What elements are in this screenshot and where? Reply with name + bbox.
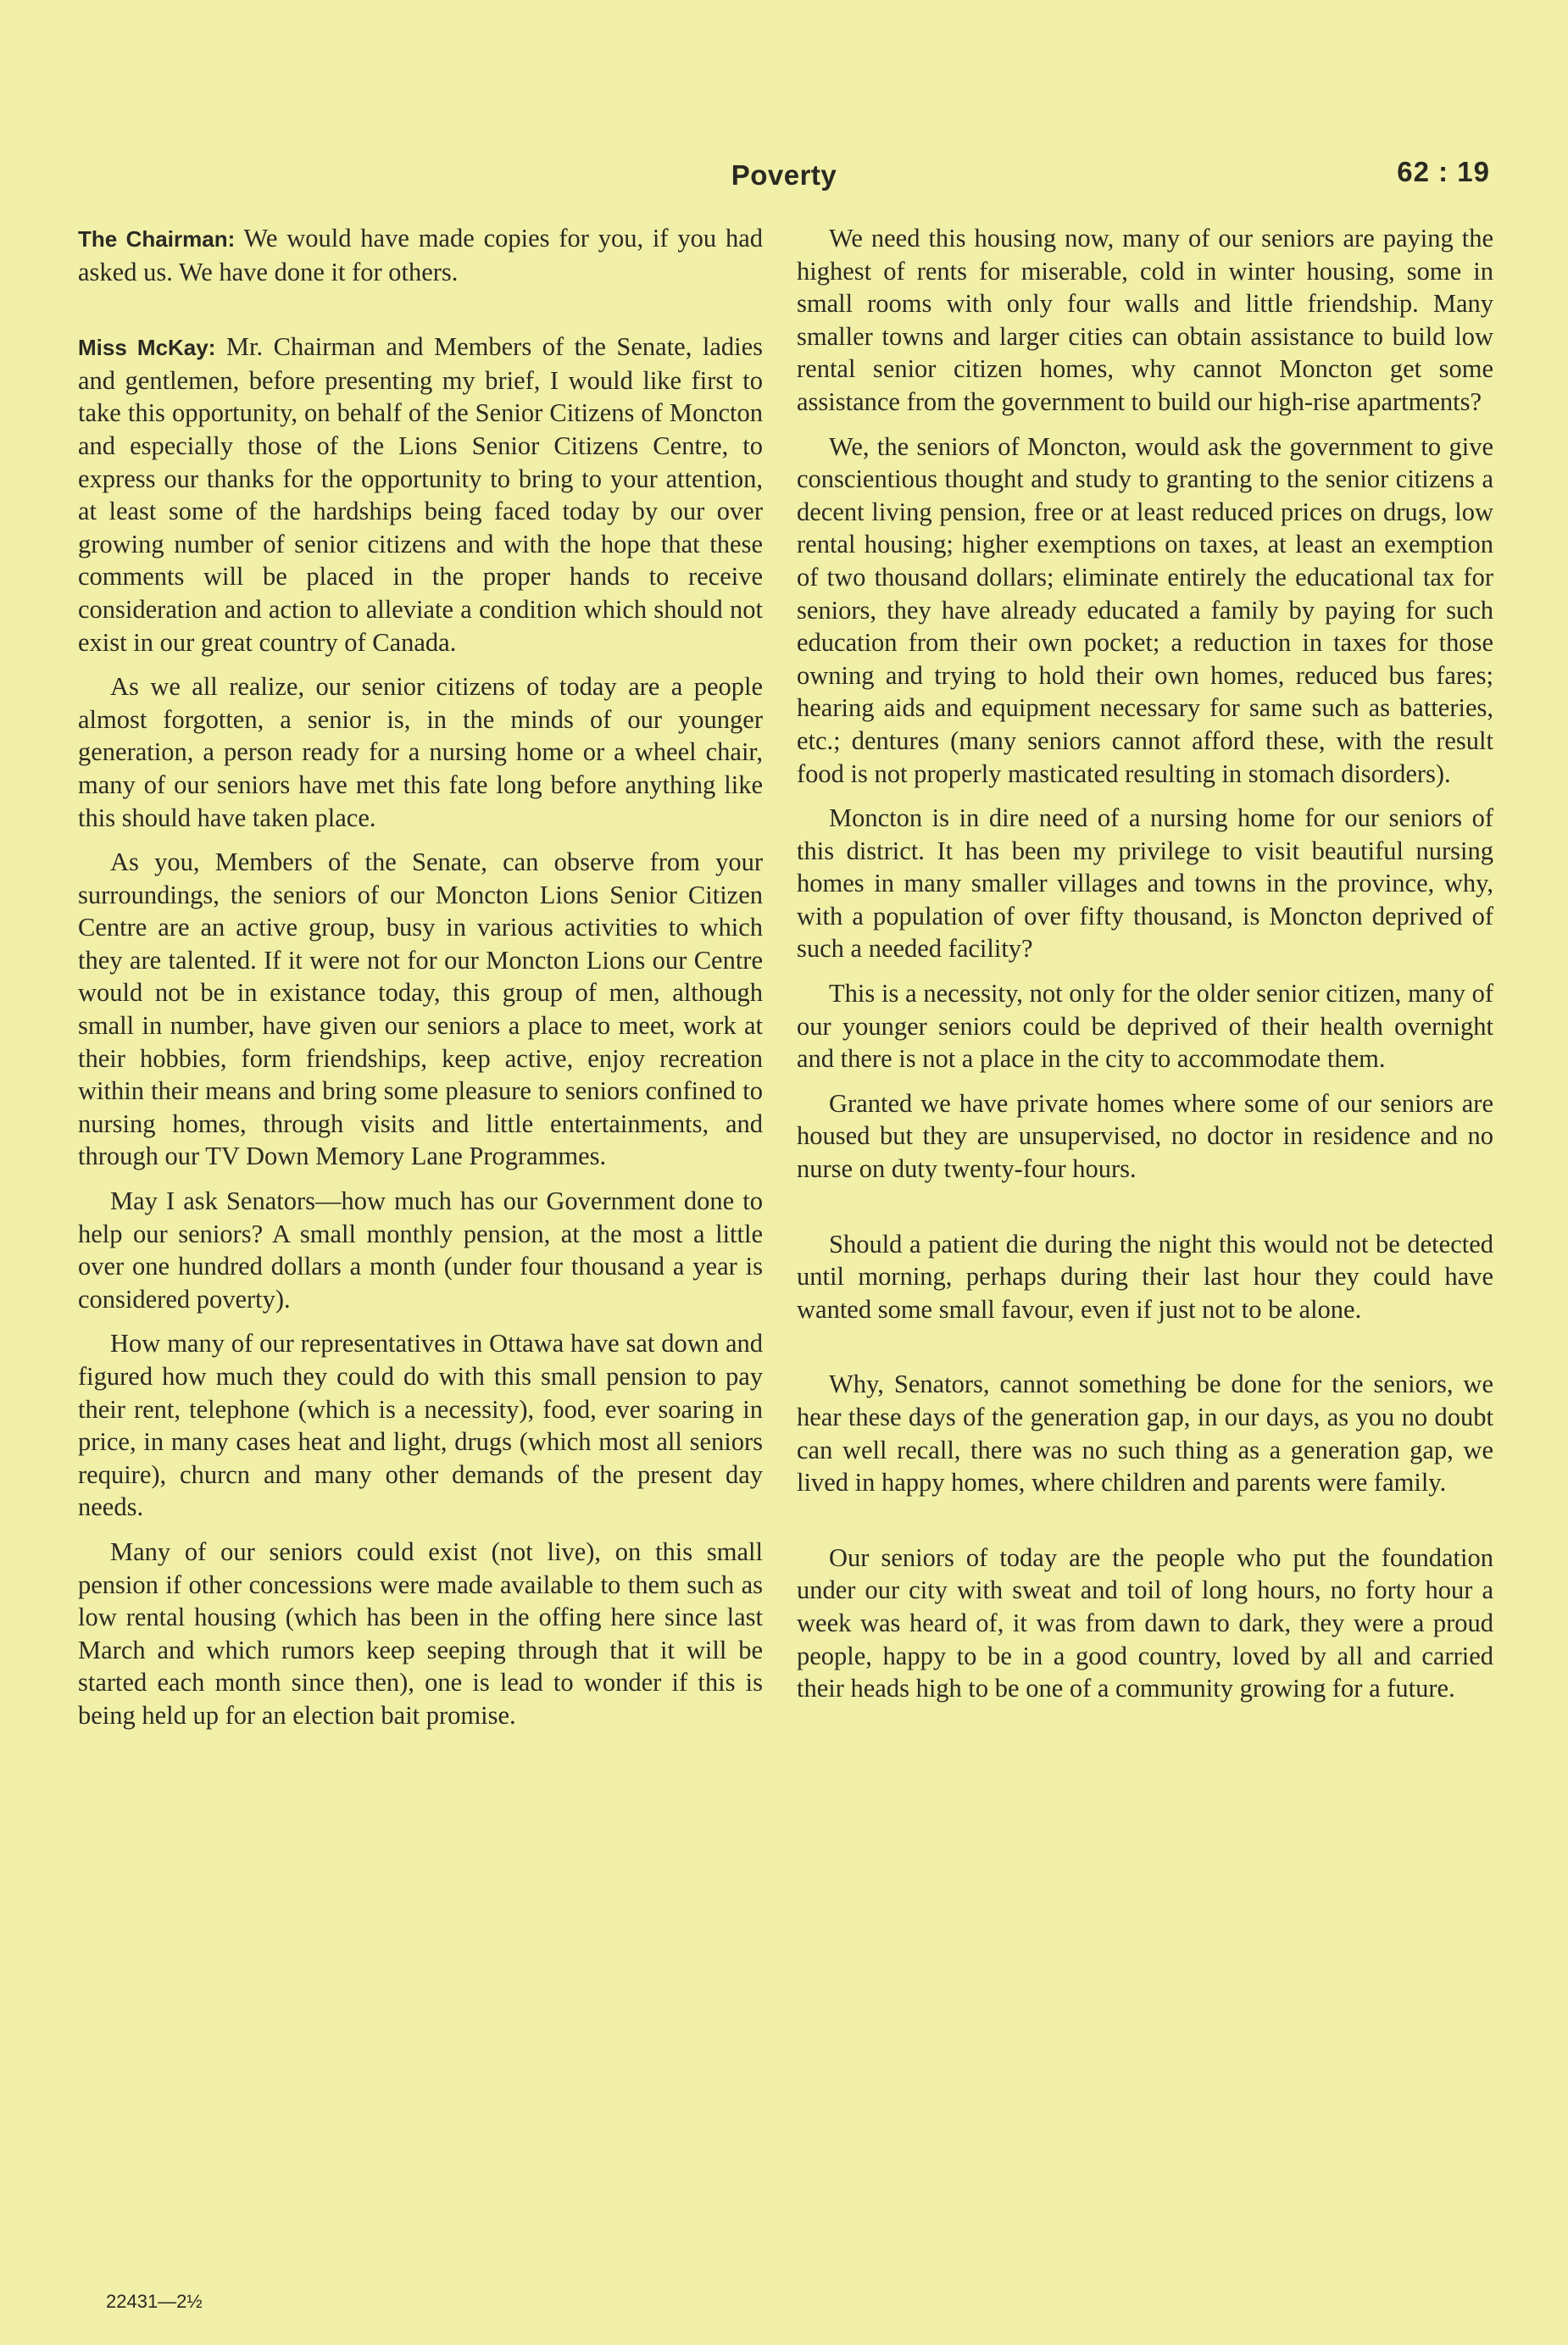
paragraph — [78, 331, 763, 658]
speaker-name: Miss McKay: — [78, 335, 216, 361]
paragraph: As we all realize, our senior citizens of today are a people almost forgotten, a senior is, in the minds of our younger generation, a person ready for a nursing home or a wheel chair, many of our seniors have met this fate long before anything like this should have taken place. — [78, 672, 763, 832]
paragraph: As you, Members of the Senate, can observe from your surroundings, the seniors of our Moncton Lions Senior Citizen Centre are an active group, busy in various activities to which they are talented. If it were not for our Moncton Lions our Centre would not be in existance today, this group of men, although small in number, have given our seniors a place to meet, work at their hobbies, form friendships, keep active, enjoy recreation within their means and bring some pleasure to seniors confined to nursing homes, through visits and little entertainments, and through our TV Down Memory Lane Programmes. — [78, 847, 763, 1171]
paragraph: Our seniors of today are the people who put the foundation under our city with sweat and toil of long hours, no forty hour a week was heard of, it was from dawn to dark, they were a proud people, happy to be in a good country, loved by all and carried their heads high to be one of a community growing for a future. — [797, 1542, 1493, 1703]
paragraph: How many of our representatives in Ottawa have sat down and figured how much they could do with this small pension to pay their rent, telephone (which is a necessity), food, ever soaring in price, in many cases heat and light, drugs (which most all seniors require), churcn and many other demands of the present day needs. — [78, 1329, 763, 1522]
page-number: 62 : 19 — [1397, 156, 1490, 187]
paragraph: Should a patient die during the night this would not be detected until morning, perhaps during their last hour they could have wanted some small favour, even if just not to be alone. — [797, 1229, 1493, 1324]
paragraph: We need this housing now, many of our seniors are paying the highest of rents for miserable, cold in winter housing, some in small rooms with only four walls and little friendship. Many smaller towns and larger cities can obtain assistance to build low rental senior citizen homes, why cannot Moncton get some assistance from the government to build our high-rise apartments? — [797, 224, 1493, 416]
left-column — [78, 222, 763, 1744]
print-code: 22431—2½ — [106, 2291, 203, 2312]
paragraph: Moncton is in dire need of a nursing home for our seniors of this district. It has been my privilege to visit beautiful nursing homes in many smaller villages and towns in the province, why, with a population of over fifty thousand, is Moncton deprived of such a needed facility? — [797, 803, 1493, 964]
paragraph: May I ask Senators—how much has our Government done to help our seniors? A small monthly pension, at the most a little over one hundred dollars a month (under four thousand a year is considered poverty). — [78, 1186, 763, 1314]
paragraph: We, the seniors of Moncton, would ask the government to give conscientious thought and study to granting to the senior citizens a decent living pension, free or at least reduced prices on drugs, low rental housing; higher exemptions on taxes, at least an exemption of two thousand dollars; eliminate entirely the educational tax for seniors, they have already educated a family by paying for such education from their own pocket; a reduction in taxes for those owning and trying to hold their own homes, reduced bus fares; hearing aids and equipment necessary for same such as batteries, etc.; dentures (many seniors cannot afford these, with the result food is not properly masticated resulting in stomach disorders). — [797, 431, 1493, 788]
speaker-name: The Chairman: — [78, 226, 236, 252]
right-column — [797, 222, 1493, 1717]
paragraph: Many of our seniors could exist (not live), on this small pension if other concessions were made available to them such as low rental housing (which has been in the offing here since last March and which rumors keep seeping through that it will be started each month since then), one is lead to wonder if this is being held up for an election bait promise. — [78, 1536, 763, 1730]
speech-text: Mr. Chairman and Members of the Senate, ladies and gentlemen, before presenting my brief, I would like first to take this opportunity, on behalf of the Senior Citizens of Moncton and especially those of the Lions Senior Citizens Centre, to express our thanks for the opportunity to bring to your attention, at least some of the hardships being faced today by our over growing number of senior citizens and with the hope that these comments will be placed in the proper hands to receive consideration and action to alleviate a condition which should not exist in our great country of Canada. — [78, 332, 763, 657]
running-header-title: Poverty — [731, 159, 837, 191]
paragraph — [78, 222, 763, 288]
paragraph: Why, Senators, cannot something be done for the seniors, we hear these days of the generation gap, in our days, as you no doubt can well recall, there was no such thing as a generation gap, we lived in happy homes, where children and parents were family. — [797, 1370, 1493, 1498]
paragraph: This is a necessity, not only for the older senior citizen, many of our younger seniors could be deprived of their health overnight and there is not a place in the city to accommodate them. — [797, 979, 1493, 1074]
paragraph: Granted we have private homes where some of our seniors are housed but they are unsupervised, no doctor in residence and no nurse on duty twenty-four hours. — [797, 1088, 1493, 1184]
speech-text: We would have made copies for you, if you had asked us. We have done it for others. — [78, 224, 763, 286]
